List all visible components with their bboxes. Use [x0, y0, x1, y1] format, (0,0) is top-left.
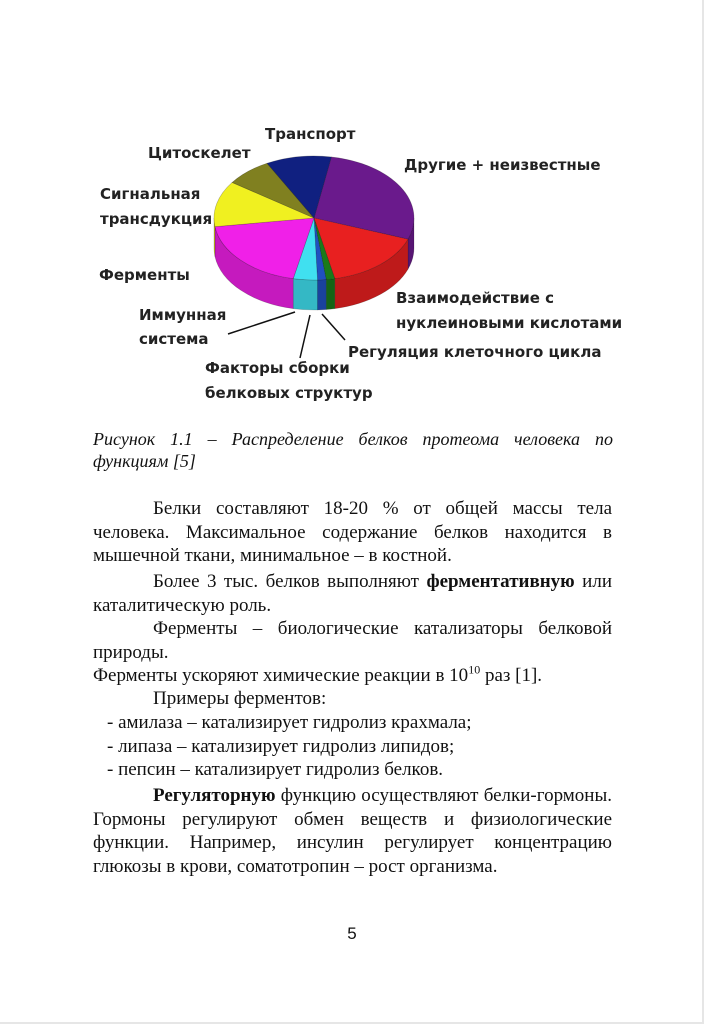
- text: Ферменты ускоряют химические реакции в 10: [93, 665, 469, 686]
- leader-lines: [228, 312, 345, 358]
- text: раз [1].: [480, 665, 543, 686]
- label-cytoskeleton: Цитоскелет: [148, 144, 251, 162]
- paragraph-protein-mass: Белки составляют 18-20 % от общей массы тела человека. Максимальное содержание белков находится в мышечной ткани, минимальное – в костной.: [93, 498, 612, 566]
- pie-side-assembly: [317, 280, 326, 310]
- bold-term-enzymatic: ферментативную: [426, 571, 575, 592]
- exponent: 10: [468, 662, 481, 677]
- page-number: 5: [347, 924, 357, 943]
- text: или каталитическую роль.: [93, 571, 612, 616]
- paragraph-enzymes-definition: Ферменты – биологические катализаторы белковой природы.: [93, 618, 612, 663]
- pie-side-cellcycle: [326, 279, 335, 310]
- figure-caption: Рисунок 1.1 – Распределение белков протеома человека по функциям [5]: [93, 429, 613, 471]
- text: функцию осуществляют белки-гормоны. Гормоны регулируют обмен веществ и физиологические функции. Например, инсулин регулирует концентрацию глюкозы в крови, соматотропин – рост организма.: [93, 785, 612, 877]
- paragraph-enzyme-examples: Примеры ферментов:: [153, 688, 327, 709]
- label-signal-line2: трансдукция: [100, 210, 213, 228]
- paragraph-enzymatic-role: [93, 570, 612, 617]
- label-transport: Транспорт: [265, 125, 356, 143]
- protein-function-pie-chart: [0, 0, 704, 420]
- leader-line-immune: [228, 312, 295, 334]
- label-signal-line1: Сигнальная: [100, 185, 201, 203]
- list-item: - амилаза – катализирует гидролиз крахмала;: [107, 712, 472, 733]
- label-cellcycle: Регуляция клеточного цикла: [348, 343, 602, 361]
- label-assembly-line2: белковых структур: [205, 384, 373, 402]
- label-enzymes: Ферменты: [99, 266, 190, 284]
- bold-term-regulatory: Регуляторную: [153, 785, 276, 806]
- paragraph-regulatory-function: [93, 784, 612, 878]
- paragraph-enzymes-speed: [93, 664, 612, 688]
- leader-line-assembly: [300, 315, 310, 358]
- list-item: - липаза – катализирует гидролиз липидов;: [107, 736, 455, 757]
- label-nucleic-line1: Взаимодействие с: [396, 289, 555, 307]
- leader-line-cellcycle: [322, 314, 345, 340]
- label-others: Другие + неизвестные: [404, 156, 601, 174]
- text: Более 3 тыс. белков выполняют: [153, 571, 427, 592]
- list-item: - пепсин – катализирует гидролиз белков.: [107, 759, 444, 780]
- label-nucleic-line2: нуклеиновыми кислотами: [396, 314, 623, 332]
- label-immune-line1: Иммунная: [139, 306, 227, 324]
- label-immune-line2: система: [139, 330, 209, 348]
- label-assembly-line1: Факторы сборки: [205, 359, 350, 377]
- pie-side-immune: [293, 279, 317, 310]
